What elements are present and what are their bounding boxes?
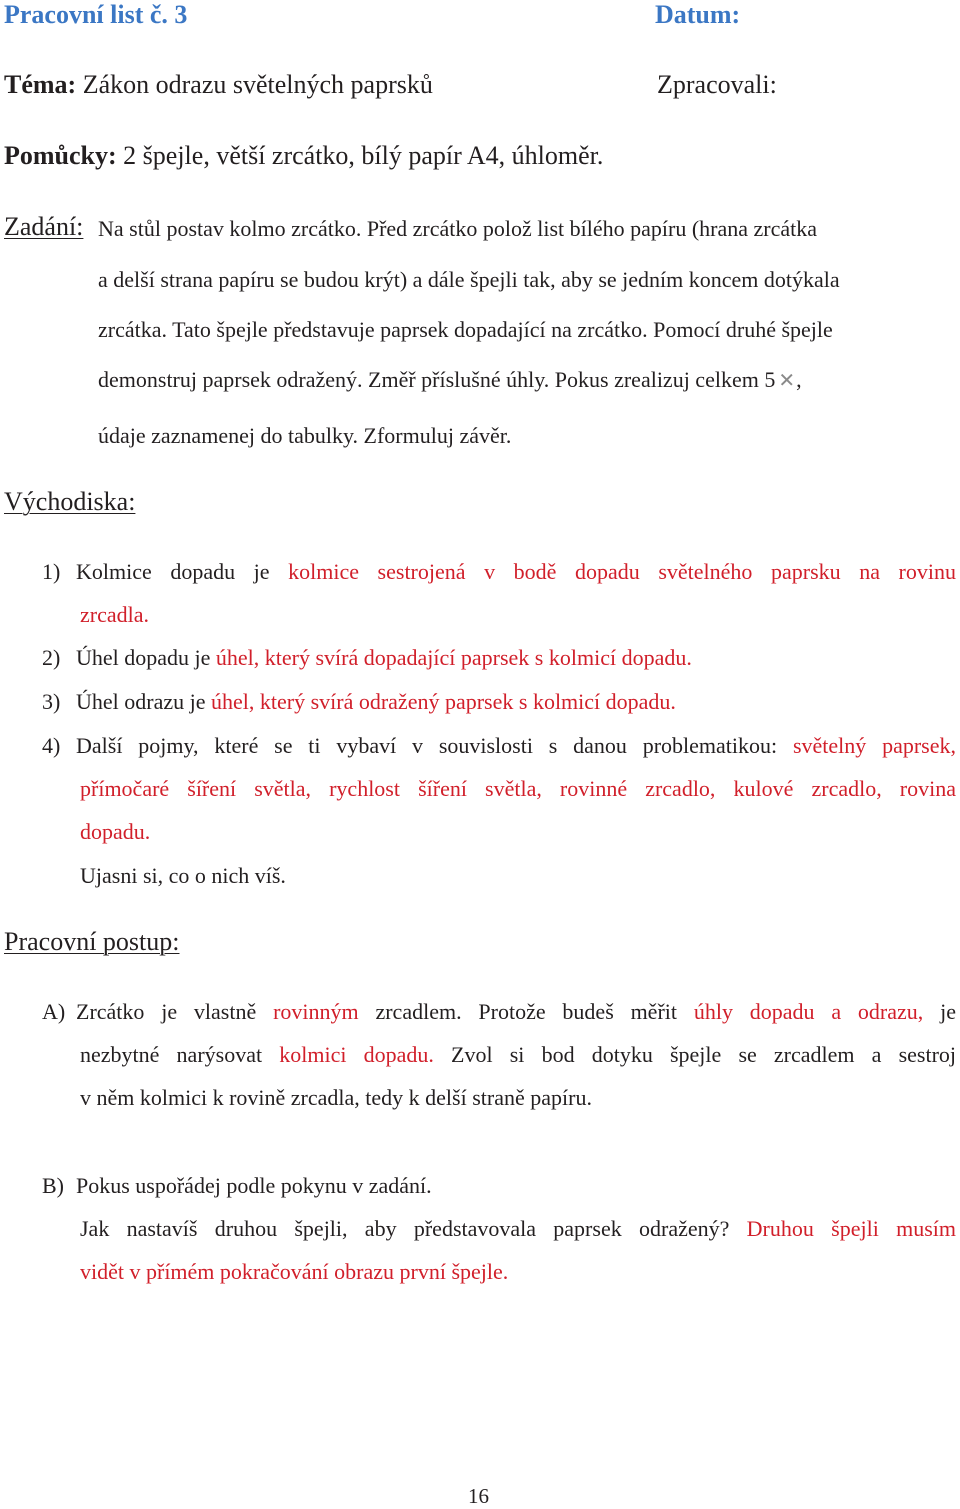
- made-by-label: Zpracovali:: [657, 70, 777, 99]
- procedure-b-answer-1: Druhou špejli musím: [746, 1216, 957, 1241]
- worksheet-title: Pracovní list č. 3: [4, 0, 188, 29]
- procedure-b-line-1: Pokus uspořádej podle pokynu v zadání.: [76, 1173, 432, 1198]
- basis-item-1-cont: zrcadla.: [80, 602, 149, 627]
- topic-text: Zákon odrazu světelných paprsků: [82, 70, 433, 99]
- basis-item-4-note: Ujasni si, co o nich víš.: [80, 863, 286, 888]
- basis-item-4-line: [76, 733, 956, 759]
- assignment-line-4: [98, 367, 802, 393]
- assignment-line-5: údaje zaznamenej do tabulky. Zformuluj závěr.: [98, 423, 512, 448]
- procedure-b-num: B): [42, 1173, 64, 1198]
- basis-item-1-lead: Kolmice dopadu je: [76, 559, 270, 584]
- procedure-a-text-1: Zrcátko je vlastně: [76, 999, 257, 1024]
- tools-line: [4, 141, 603, 171]
- basis-item-4-lead: Další pojmy, které se ti vybaví v souvislosti s danou problematikou:: [76, 733, 778, 758]
- procedure-a-text-5: Zvol si bod dotyku špejle se zrcadlem a sestroj: [451, 1042, 957, 1067]
- basis-item-3-lead: Úhel odrazu je: [76, 689, 206, 714]
- date-label: Datum:: [655, 0, 741, 29]
- procedure-b-answer-2: vidět v přímém pokračování obrazu první špejle.: [80, 1259, 509, 1284]
- basis-item-2-lead: Úhel dopadu je: [76, 645, 211, 670]
- basis-item-3-num: 3): [42, 689, 61, 714]
- basis-item-3-line: [76, 689, 676, 715]
- procedure-b-question: Jak nastavíš druhou špejli, aby představovala paprsek odražený?: [80, 1216, 730, 1241]
- procedure-a-text-4: nezbytné narýsovat: [80, 1042, 263, 1067]
- procedure-a-text-2: zrcadlem. Protože budeš měřit: [375, 999, 677, 1024]
- procedure-a-answer-3: kolmici dopadu.: [279, 1042, 434, 1067]
- procedure-a-num: A): [42, 999, 66, 1024]
- procedure-a-line-3: v něm kolmici k rovině zrcadla, tedy k delší straně papíru.: [80, 1085, 592, 1110]
- assignment-label: Zadání:: [4, 212, 84, 241]
- multiply-cross-icon: ✕: [778, 370, 796, 392]
- assignment-line-1: Na stůl postav kolmo zrcátko. Před zrcátko polož list bílého papíru (hrana zrcátka: [98, 216, 818, 241]
- basis-label: Východiska:: [4, 487, 136, 516]
- topic-label: Téma:: [4, 70, 77, 99]
- basis-item-1-answer: kolmice sestrojená v bodě dopadu světelného paprsku na rovinu: [288, 559, 956, 584]
- topic-line: [4, 70, 433, 100]
- basis-item-4-num: 4): [42, 733, 61, 758]
- assignment-line-4-text: demonstruj paprsek odražený. Změř příslušné úhly. Pokus zrealizuj celkem 5: [98, 367, 776, 392]
- tools-label: Pomůcky:: [4, 141, 117, 170]
- basis-item-1-line: [76, 559, 956, 585]
- procedure-a-line-1: [76, 999, 956, 1025]
- basis-item-1-num: 1): [42, 559, 61, 584]
- basis-item-4-end: dopadu.: [80, 819, 151, 844]
- basis-item-2-line: [76, 645, 692, 671]
- assignment-line-2: a delší strana papíru se budou krýt) a dále špejli tak, aby se jedním koncem dotýkala: [98, 267, 840, 292]
- procedure-a-answer-1: rovinným: [273, 999, 359, 1024]
- page-number: 16: [468, 1484, 489, 1508]
- procedure-a-answer-2: úhly dopadu a odrazu,: [693, 999, 924, 1024]
- basis-item-2-num: 2): [42, 645, 61, 670]
- procedure-a-line-2: [80, 1042, 956, 1068]
- tools-text: 2 špejle, větší zrcátko, bílý papír A4, úhloměr.: [123, 141, 604, 170]
- procedure-a-text-3: je: [940, 999, 957, 1024]
- assignment-line-3: zrcátka. Tato špejle představuje paprsek dopadající na zrcátko. Pomocí druhé špejle: [98, 317, 833, 342]
- basis-item-4-cont: přímočaré šíření světla, rychlost šíření světla, rovinné zrcadlo, kulové zrcadlo, rovina: [80, 776, 956, 801]
- procedure-b-line-2: [80, 1216, 956, 1242]
- assignment-line-4-comma: ,: [796, 367, 802, 392]
- procedure-label: Pracovní postup:: [4, 927, 180, 956]
- basis-item-3-answer: úhel, který svírá odražený paprsek s kolmicí dopadu.: [211, 689, 676, 714]
- basis-item-2-answer: úhel, který svírá dopadající paprsek s kolmicí dopadu.: [215, 645, 692, 670]
- basis-item-4-answer: světelný paprsek,: [792, 733, 956, 758]
